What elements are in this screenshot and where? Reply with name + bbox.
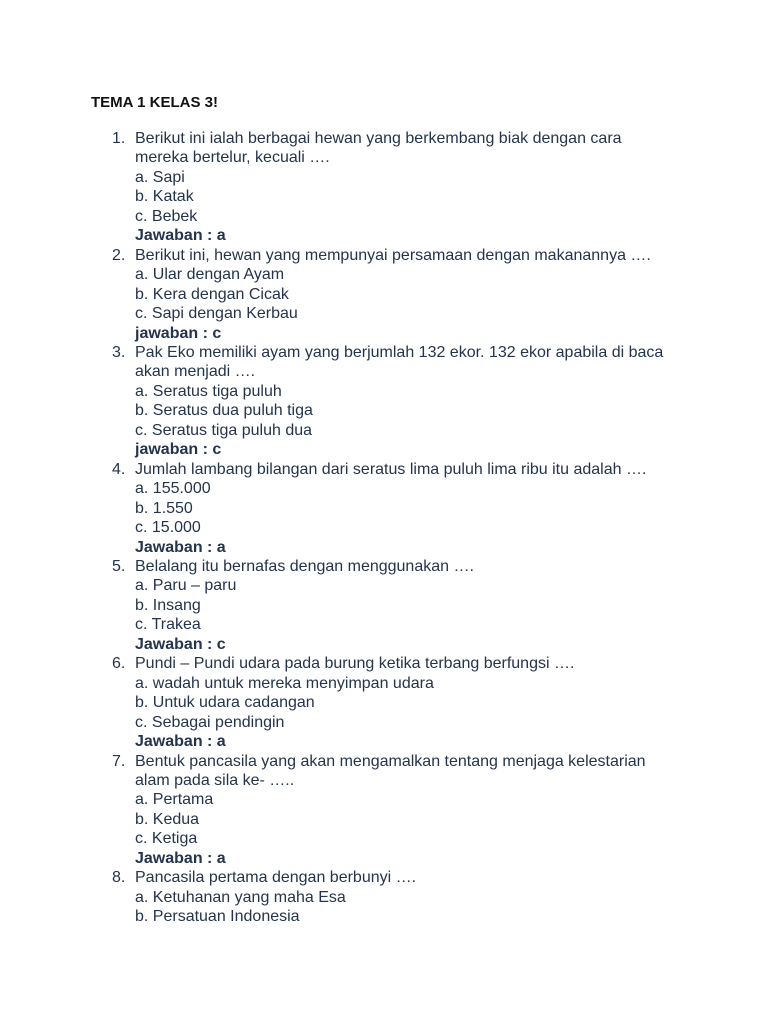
answer-option: a. Paru – paru xyxy=(135,577,237,595)
answer-option: b. Persatuan Indonesia xyxy=(135,908,300,926)
question-item xyxy=(112,246,712,343)
answer-option: a. Ketuhanan yang maha Esa xyxy=(135,888,346,906)
question-item xyxy=(112,460,712,557)
document-title: TEMA 1 KELAS 3! xyxy=(91,94,218,111)
answer-key: jawaban : c xyxy=(135,324,222,342)
answer-key: Jawaban : a xyxy=(135,849,226,867)
answer-option: c. Bebek xyxy=(135,207,198,225)
question-list xyxy=(112,129,712,927)
question-text: Jumlah lambang bilangan dari seratus lima puluh lima ribu itu adalah …. xyxy=(135,460,647,478)
answer-option: b. Untuk udara cadangan xyxy=(135,694,315,712)
question-text: Pak Eko memiliki ayam yang berjumlah 132 ekor. 132 ekor apabila di baca xyxy=(135,343,664,361)
question-text: alam pada sila ke- ….. xyxy=(135,771,295,789)
answer-key: jawaban : c xyxy=(135,441,222,459)
question-number: 2. xyxy=(112,246,126,264)
answer-option: a. Ular dengan Ayam xyxy=(135,266,285,284)
question-item xyxy=(112,868,712,926)
question-number: 7. xyxy=(112,752,126,770)
answer-key: Jawaban : a xyxy=(135,227,226,245)
question-text: Berikut ini, hewan yang mempunyai persamaan dengan makanannya …. xyxy=(135,246,651,264)
question-number: 3. xyxy=(112,343,126,361)
question-item xyxy=(112,654,712,751)
answer-option: c. Ketiga xyxy=(135,830,198,848)
question-item xyxy=(112,752,712,869)
answer-key: Jawaban : a xyxy=(135,538,226,556)
question-item xyxy=(112,557,712,654)
question-number: 8. xyxy=(112,869,126,887)
answer-option: b. 1.550 xyxy=(135,499,193,517)
question-text: Bentuk pancasila yang akan mengamalkan tentang menjaga kelestarian xyxy=(135,752,646,770)
answer-key: Jawaban : c xyxy=(135,635,226,653)
answer-option: b. Insang xyxy=(135,596,201,614)
question-item xyxy=(112,129,712,246)
question-number: 4. xyxy=(112,460,126,478)
question-text: Pundi – Pundi udara pada burung ketika terbang berfungsi …. xyxy=(135,655,575,673)
answer-option: a. Pertama xyxy=(135,791,214,809)
question-item xyxy=(112,343,712,460)
question-text: akan menjadi …. xyxy=(135,363,256,381)
question-text: Belalang itu bernafas dengan menggunakan …. xyxy=(135,557,474,575)
answer-option: b. Katak xyxy=(135,188,194,206)
answer-option: b. Seratus dua puluh tiga xyxy=(135,402,313,420)
question-number: 5. xyxy=(112,557,126,575)
question-text: Pancasila pertama dengan berbunyi …. xyxy=(135,869,417,887)
answer-option: b. Kedua xyxy=(135,810,200,828)
answer-option: a. Sapi xyxy=(135,168,185,186)
answer-key: Jawaban : a xyxy=(135,733,226,751)
question-number: 1. xyxy=(112,130,126,147)
answer-option: a. 155.000 xyxy=(135,480,211,498)
answer-option: a. Seratus tiga puluh xyxy=(135,382,282,400)
question-text: Berikut ini ialah berbagai hewan yang berkembang biak dengan cara xyxy=(135,130,622,147)
answer-option: b. Kera dengan Cicak xyxy=(135,285,289,303)
answer-option: c. 15.000 xyxy=(135,519,201,537)
answer-option: c. Sebagai pendingin xyxy=(135,713,285,731)
answer-option: c. Sapi dengan Kerbau xyxy=(135,305,298,323)
question-number: 6. xyxy=(112,655,126,673)
answer-option: c. Seratus tiga puluh dua xyxy=(135,421,313,439)
question-text: mereka bertelur, kecuali …. xyxy=(135,149,330,167)
answer-option: c. Trakea xyxy=(135,616,201,634)
answer-option: a. wadah untuk mereka menyimpan udara xyxy=(135,674,434,692)
